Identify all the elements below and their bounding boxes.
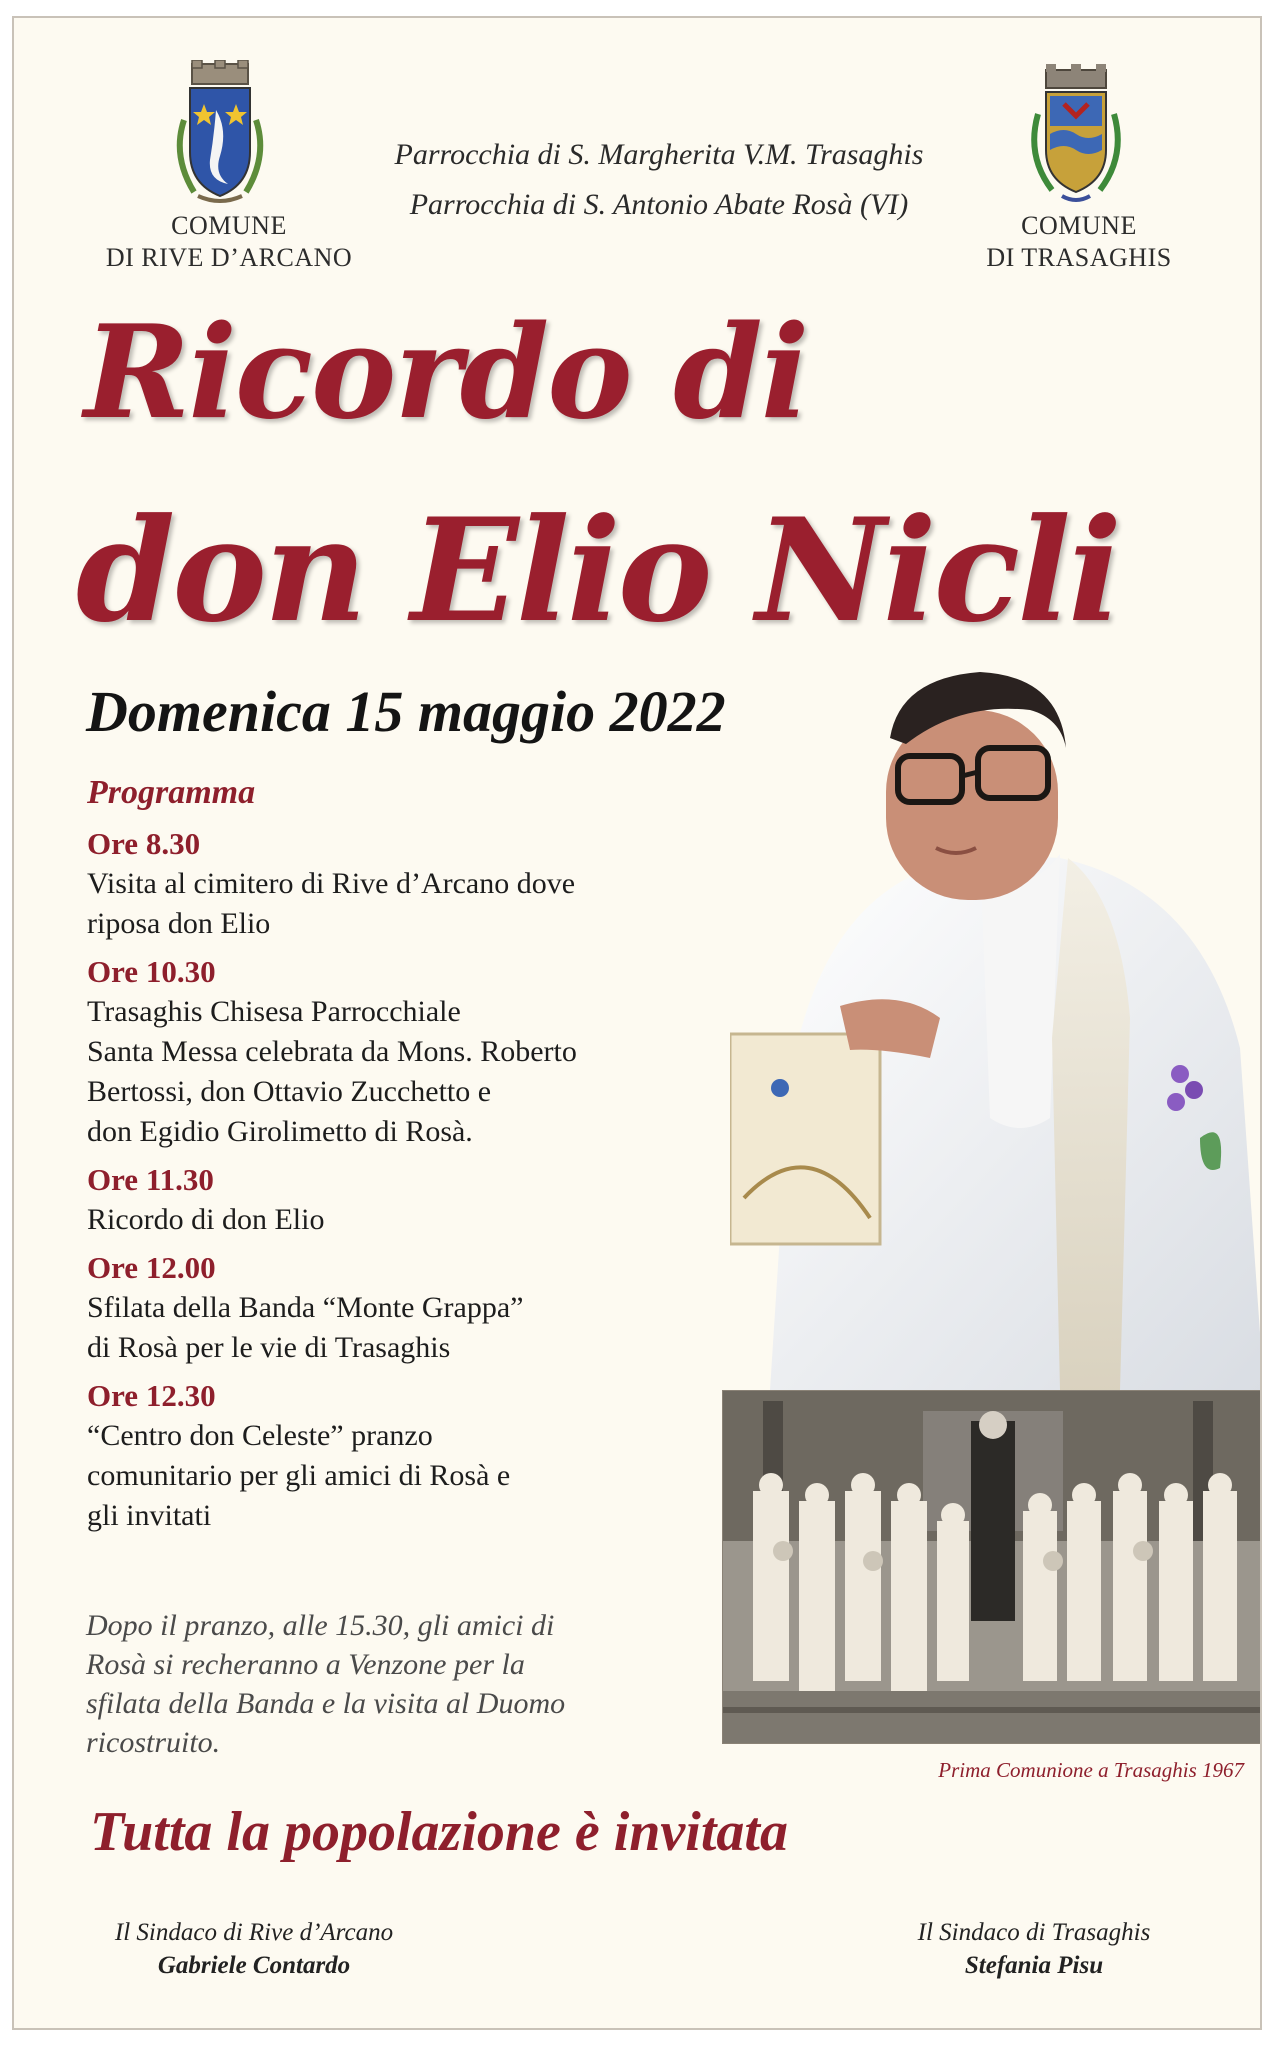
invitation-line: Tutta la popolazione è invitata [90,1801,788,1863]
comune-rive-darcano-label [74,210,384,274]
comune-left-line2: DI RIVE D’ARCANO [105,243,353,272]
event-time: Ore 10.30 [87,954,216,989]
comune-right-line2: DI TRASAGHIS [986,243,1172,272]
priest-portrait-photo [730,658,1262,1390]
poster [12,16,1262,2030]
parish-trasaghis: Parrocchia di S. Margherita V.M. Trasaghis [394,138,924,171]
after-lunch-note: Dopo il pranzo, alle 15.30, gli amici di Rosà si recheranno a Venzone per la sfilata della Banda e la visita al Duomo ricostruito. [86,1609,566,1759]
event-date: Domenica 15 maggio 2022 [86,679,726,744]
title-line-2: don Elio Nicli [76,488,1120,654]
comune-left-line1: COMUNE [171,211,287,240]
event-time: Ore 11.30 [87,1162,214,1197]
program-event [87,1160,737,1240]
signature-left-role: Il Sindaco di Rive d’Arcano [114,1919,394,1946]
photo-caption: Prima Comunione a Trasaghis 1967 [938,1758,1244,1782]
event-time: Ore 8.30 [87,826,201,861]
program-event [87,1248,737,1368]
coat-of-arms-rive-darcano-icon [154,60,286,210]
signature-left-name: Gabriele Contardo [157,1952,351,1979]
comune-trasaghis-label [954,210,1204,274]
signature-right-role: Il Sindaco di Trasaghis [917,1919,1151,1946]
event-description: Visita al cimitero di Rive d’Arcano dove riposa don Elio [87,867,576,940]
event-time: Ore 12.00 [87,1250,216,1285]
signature-right-name: Stefania Pisu [964,1952,1104,1979]
event-description: Trasaghis Chisesa Parrocchiale Santa Messa celebrata da Mons. Roberto Bertossi, don Ottavio Zucchetto e don Egidio Girolimetto di Rosà. [87,995,577,1148]
parishes-block [354,130,964,230]
program-event [87,824,737,944]
event-description: Sfilata della Banda “Monte Grappa” di Rosà per le vie di Trasaghis [87,1291,524,1364]
program-event [87,1376,737,1536]
event-description: Ricordo di don Elio [87,1203,325,1236]
coat-of-arms-trasaghis-icon [1016,64,1136,212]
program-heading: Programma [87,774,256,811]
first-communion-1967-photo [722,1390,1262,1744]
signature-rive-darcano [84,1916,424,1982]
title-line-1: Ricordo di [84,298,808,448]
signature-trasaghis [884,1916,1184,1982]
program-event [87,952,737,1152]
program-section [87,774,737,1544]
comune-right-line1: COMUNE [1021,211,1137,240]
parish-rosa: Parrocchia di S. Antonio Abate Rosà (VI) [409,188,909,221]
event-description: “Centro don Celeste” pranzo comunitario per gli amici di Rosà e gli invitati [87,1419,511,1532]
event-time: Ore 12.30 [87,1378,216,1413]
